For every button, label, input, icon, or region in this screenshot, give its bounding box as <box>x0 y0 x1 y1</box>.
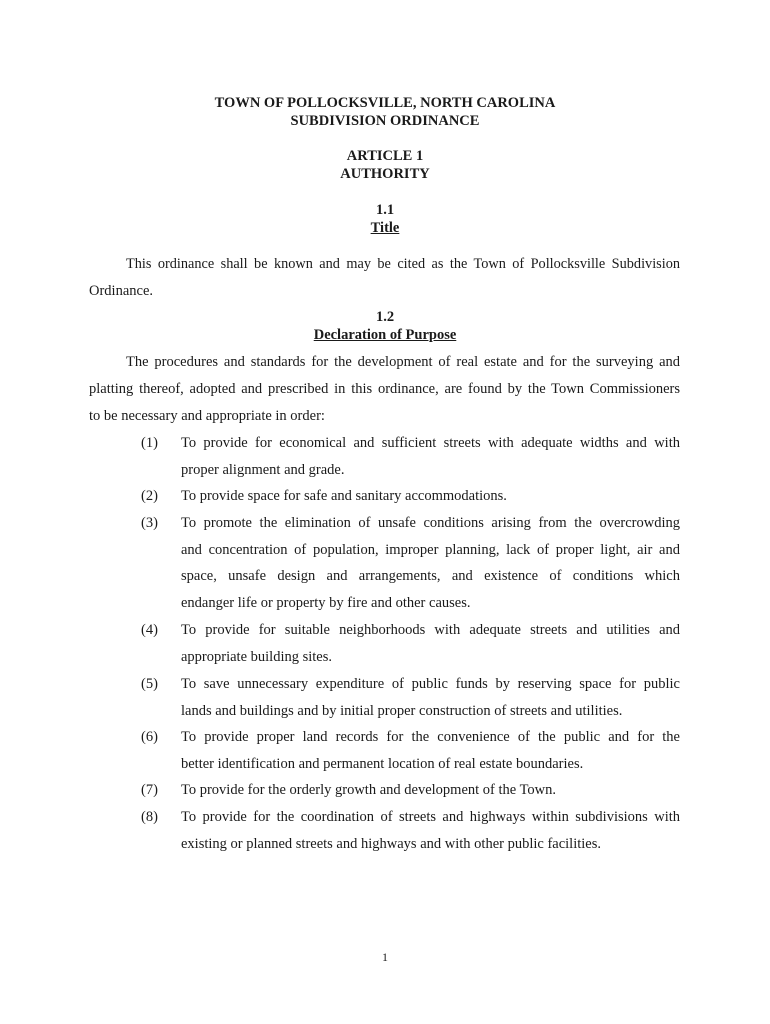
list-item-number: (7) <box>141 782 158 798</box>
list-item-number: (4) <box>141 622 158 638</box>
section-heading-purpose <box>0 326 770 344</box>
list-item-text: endanger life or property by fire and other causes. <box>181 595 471 611</box>
list-item-text: To provide for economical and sufficient streets with adequate widths and with <box>181 435 680 451</box>
article-number: ARTICLE 1 <box>346 148 424 164</box>
list-item-text: To promote the elimination of unsafe conditions arising from the overcrowding <box>181 515 680 531</box>
list-item-number: (5) <box>141 676 158 692</box>
list-item-number: (8) <box>141 809 158 825</box>
section-heading-title <box>0 219 770 237</box>
page-number: 1 <box>382 950 388 964</box>
purpose-intro-line2: platting thereof, adopted and prescribed in this ordinance, are found by the Town Commissioners <box>89 381 680 397</box>
section-1-1-para-line2: Ordinance. <box>89 283 154 299</box>
purpose-intro-line3: to be necessary and appropriate in order: <box>89 408 325 424</box>
section-heading-title-text: Title <box>370 220 400 236</box>
list-item-number: (1) <box>141 435 158 451</box>
list-item-number: (6) <box>141 729 158 745</box>
doc-title-line2: SUBDIVISION ORDINANCE <box>290 113 480 129</box>
list-item-text: space, unsafe design and arrangements, and existence of conditions which <box>181 568 680 584</box>
list-item-text: To save unnecessary expenditure of public funds by reserving space for public <box>181 676 680 692</box>
list-item-number: (2) <box>141 488 158 504</box>
list-item-text: To provide proper land records for the convenience of the public and for the <box>181 729 680 745</box>
article-title: AUTHORITY <box>340 166 430 182</box>
section-1-1-para-line1: This ordinance shall be known and may be cited as the Town of Pollocksville Subdivision <box>126 256 680 272</box>
list-item-text: To provide for the coordination of streets and highways within subdivisions with <box>181 809 680 825</box>
list-item-text: appropriate building sites. <box>181 649 333 665</box>
list-item-text: To provide for the orderly growth and development of the Town. <box>181 782 557 798</box>
purpose-intro-line1: The procedures and standards for the development of real estate and for the surveying and <box>126 354 680 370</box>
list-item-text: To provide for suitable neighborhoods with adequate streets and utilities and <box>181 622 680 638</box>
list-item-text: existing or planned streets and highways and with other public facilities. <box>181 836 601 852</box>
section-number-1-2: 1.2 <box>375 309 395 325</box>
list-item-text: and concentration of population, improper planning, lack of proper light, air and <box>181 542 680 558</box>
list-item-number: (3) <box>141 515 158 531</box>
section-heading-purpose-text: Declaration of Purpose <box>313 327 457 343</box>
list-item-text: lands and buildings and by initial proper construction of streets and utilities. <box>181 703 623 719</box>
list-item-text: To provide space for safe and sanitary accommodations. <box>181 488 507 504</box>
section-number-1-1: 1.1 <box>375 202 395 218</box>
list-item-text: proper alignment and grade. <box>181 462 345 478</box>
list-item-text: better identification and permanent location of real estate boundaries. <box>181 756 584 772</box>
doc-title-line1: TOWN OF POLLOCKSVILLE, NORTH CAROLINA <box>214 95 556 111</box>
